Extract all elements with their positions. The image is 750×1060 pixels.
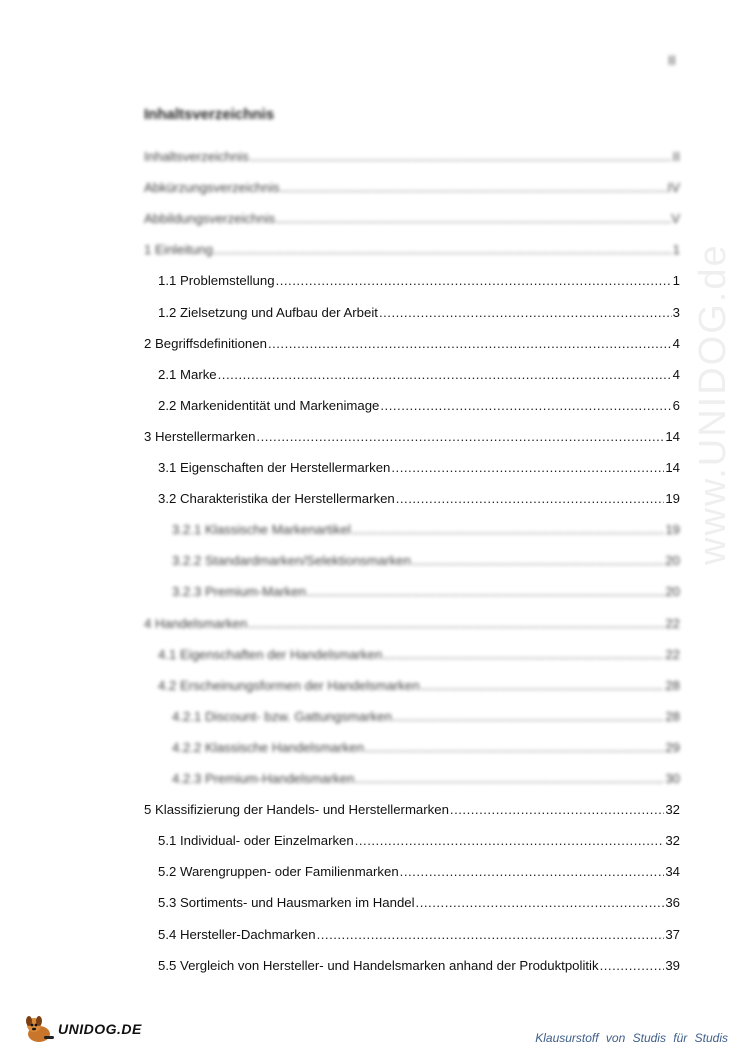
toc-entry xyxy=(158,957,680,975)
toc-entry-page: 32 xyxy=(665,833,680,849)
toc-entry xyxy=(144,335,680,353)
toc-leader-dots xyxy=(356,770,665,788)
toc-leader-dots xyxy=(256,428,664,446)
toc-leader-dots xyxy=(276,210,670,228)
toc-entry-page: 32 xyxy=(665,802,680,818)
toc-entry xyxy=(158,397,680,415)
toc-entry-page: 4 xyxy=(672,366,680,382)
toc-entry xyxy=(158,863,680,881)
toc-entry-page: 22 xyxy=(665,615,680,631)
toc-title: Inhaltsverzeichnis xyxy=(144,106,275,123)
toc-leader-dots xyxy=(412,552,664,570)
toc-entry-page: V xyxy=(671,211,680,227)
toc-entry-label: 1.2 Zielsetzung und Aufbau der Arbeit xyxy=(158,304,378,320)
toc-leader-dots xyxy=(317,926,665,944)
toc-entry-page: 14 xyxy=(665,428,680,444)
footer-slogan: Klausurstoff von Studis für Studis xyxy=(535,1031,728,1045)
toc-entry-page: 29 xyxy=(665,739,680,755)
toc-leader-dots xyxy=(379,304,672,322)
toc-entry-page: IV xyxy=(667,180,680,196)
toc-leader-dots xyxy=(352,521,664,539)
toc-entry-label: 4.2.1 Discount- bzw. Gattungsmarken xyxy=(172,708,392,724)
toc-entry-page: 28 xyxy=(665,708,680,724)
toc-entry-page: 39 xyxy=(665,957,680,973)
toc-entry-page: 22 xyxy=(665,646,680,662)
toc-entry-label: 5.4 Hersteller-Dachmarken xyxy=(158,926,316,942)
toc-entry-label: 4.2.2 Klassische Handelsmarken xyxy=(172,739,365,755)
toc-entry-page: 30 xyxy=(665,771,680,786)
toc-entry-page: 28 xyxy=(665,677,680,693)
toc-leader-dots xyxy=(248,615,664,633)
toc-entry-label: 5.5 Vergleich von Hersteller- und Handelsmarken anhand der Produktpolitik xyxy=(158,957,599,973)
toc-entry-page: II xyxy=(672,149,680,164)
dog-mascot-icon xyxy=(22,1014,56,1044)
toc-entry-label: 3.2.3 Premium-Marken xyxy=(172,584,307,600)
toc-entry xyxy=(144,801,680,819)
toc-entry-label: 3.1 Eigenschaften der Herstellermarken xyxy=(158,460,391,475)
toc-entry xyxy=(172,521,680,539)
toc-entry-page: 20 xyxy=(665,584,680,600)
toc-entry-page: 19 xyxy=(665,522,680,538)
toc-entry-label: 3.2.2 Standardmarken/Selektionsmarken xyxy=(172,553,411,569)
toc-leader-dots xyxy=(365,739,664,757)
toc-entry xyxy=(158,926,680,944)
toc-entry-label: 2.1 Marke xyxy=(158,366,217,382)
toc-entry-page: 3 xyxy=(672,304,680,320)
watermark: www.UNIDOG.de xyxy=(692,243,734,565)
toc-entry xyxy=(158,677,680,695)
toc-entry xyxy=(172,739,680,757)
toc-entry xyxy=(144,148,680,166)
toc-entry-label: 3.2 Charakteristika der Herstellermarken xyxy=(158,491,395,507)
toc-leader-dots xyxy=(218,366,672,384)
toc-entry-label: 5.2 Warengruppen- oder Familienmarken xyxy=(158,864,399,880)
toc-entry xyxy=(172,770,680,788)
toc-entry-page: 37 xyxy=(665,926,680,942)
toc-entry-page: 6 xyxy=(672,397,680,413)
toc-entry xyxy=(144,615,680,633)
toc-entry xyxy=(158,646,680,664)
toc-leader-dots xyxy=(396,490,665,508)
toc-entry xyxy=(144,179,680,197)
toc-entry xyxy=(158,304,680,322)
toc-entry xyxy=(172,583,680,601)
toc-entry-label: 4 Handelsmarken xyxy=(144,615,248,631)
toc-entry xyxy=(172,552,680,570)
toc-leader-dots xyxy=(281,179,667,197)
toc-entry xyxy=(158,894,680,912)
toc-leader-dots xyxy=(391,459,664,477)
toc-entry-label: 3.2.1 Klassische Markenartikel xyxy=(172,522,351,538)
toc-entry-page: 19 xyxy=(665,491,680,507)
toc-entry-label: 5 Klassifizierung der Handels- und Herstellermarken xyxy=(144,802,449,818)
toc-entry-label: Inhaltsverzeichnis xyxy=(144,149,249,164)
toc-entry-page: 34 xyxy=(665,864,680,880)
toc-leader-dots xyxy=(276,272,672,290)
toc-leader-dots xyxy=(380,397,671,415)
toc-leader-dots xyxy=(214,241,672,259)
toc-entry-label: 4.2.3 Premium-Handelsmarken xyxy=(172,771,355,786)
toc-entry-label: Abkürzungsverzeichnis xyxy=(144,180,280,196)
toc-leader-dots xyxy=(355,832,665,850)
toc-entry-page: 1 xyxy=(672,242,680,258)
toc-entry-label: Abbildungsverzeichnis xyxy=(144,211,276,227)
toc-leader-dots xyxy=(600,957,665,975)
toc-entry-page: 1 xyxy=(672,273,680,289)
toc-entry xyxy=(158,366,680,384)
toc-entry-label: 3 Herstellermarken xyxy=(144,428,256,444)
toc-entry-label: 5.1 Individual- oder Einzelmarken xyxy=(158,833,354,849)
toc-entry-page: 14 xyxy=(665,460,680,475)
toc-entry xyxy=(158,832,680,850)
toc-leader-dots xyxy=(383,646,664,664)
toc-entry-page: 36 xyxy=(665,895,680,911)
toc-leader-dots xyxy=(393,708,664,726)
toc-entry xyxy=(158,272,680,290)
toc-entry-label: 1.1 Problemstellung xyxy=(158,273,275,289)
toc-entry-label: 4.1 Eigenschaften der Handelsmarken xyxy=(158,646,383,662)
toc-entry xyxy=(144,428,680,446)
toc-leader-dots xyxy=(400,863,665,881)
unidog-logo xyxy=(22,1014,142,1044)
toc-leader-dots xyxy=(421,677,665,695)
toc-entry xyxy=(144,210,680,228)
toc-entry xyxy=(172,708,680,726)
toc-entry-label: 5.3 Sortiments- und Hausmarken im Handel xyxy=(158,895,415,911)
toc-entry-label: 1 Einleitung xyxy=(144,242,213,258)
toc-leader-dots xyxy=(250,148,672,166)
toc-entry-label: 2.2 Markenidentität und Markenimage xyxy=(158,397,380,413)
toc-entry-label: 4.2 Erscheinungsformen der Handelsmarken xyxy=(158,677,420,693)
toc-leader-dots xyxy=(416,894,665,912)
toc-entry xyxy=(158,459,680,477)
toc-entry-page: 20 xyxy=(665,553,680,569)
toc-entry xyxy=(144,241,680,259)
toc-entry xyxy=(158,490,680,508)
toc-entry-label: 2 Begriffsdefinitionen xyxy=(144,335,267,351)
toc-leader-dots xyxy=(450,801,664,819)
toc-leader-dots xyxy=(307,583,664,601)
toc-leader-dots xyxy=(268,335,672,353)
logo-text: UNIDOG.DE xyxy=(58,1021,142,1037)
page-number: II xyxy=(668,52,676,68)
toc-entry-page: 4 xyxy=(672,335,680,351)
